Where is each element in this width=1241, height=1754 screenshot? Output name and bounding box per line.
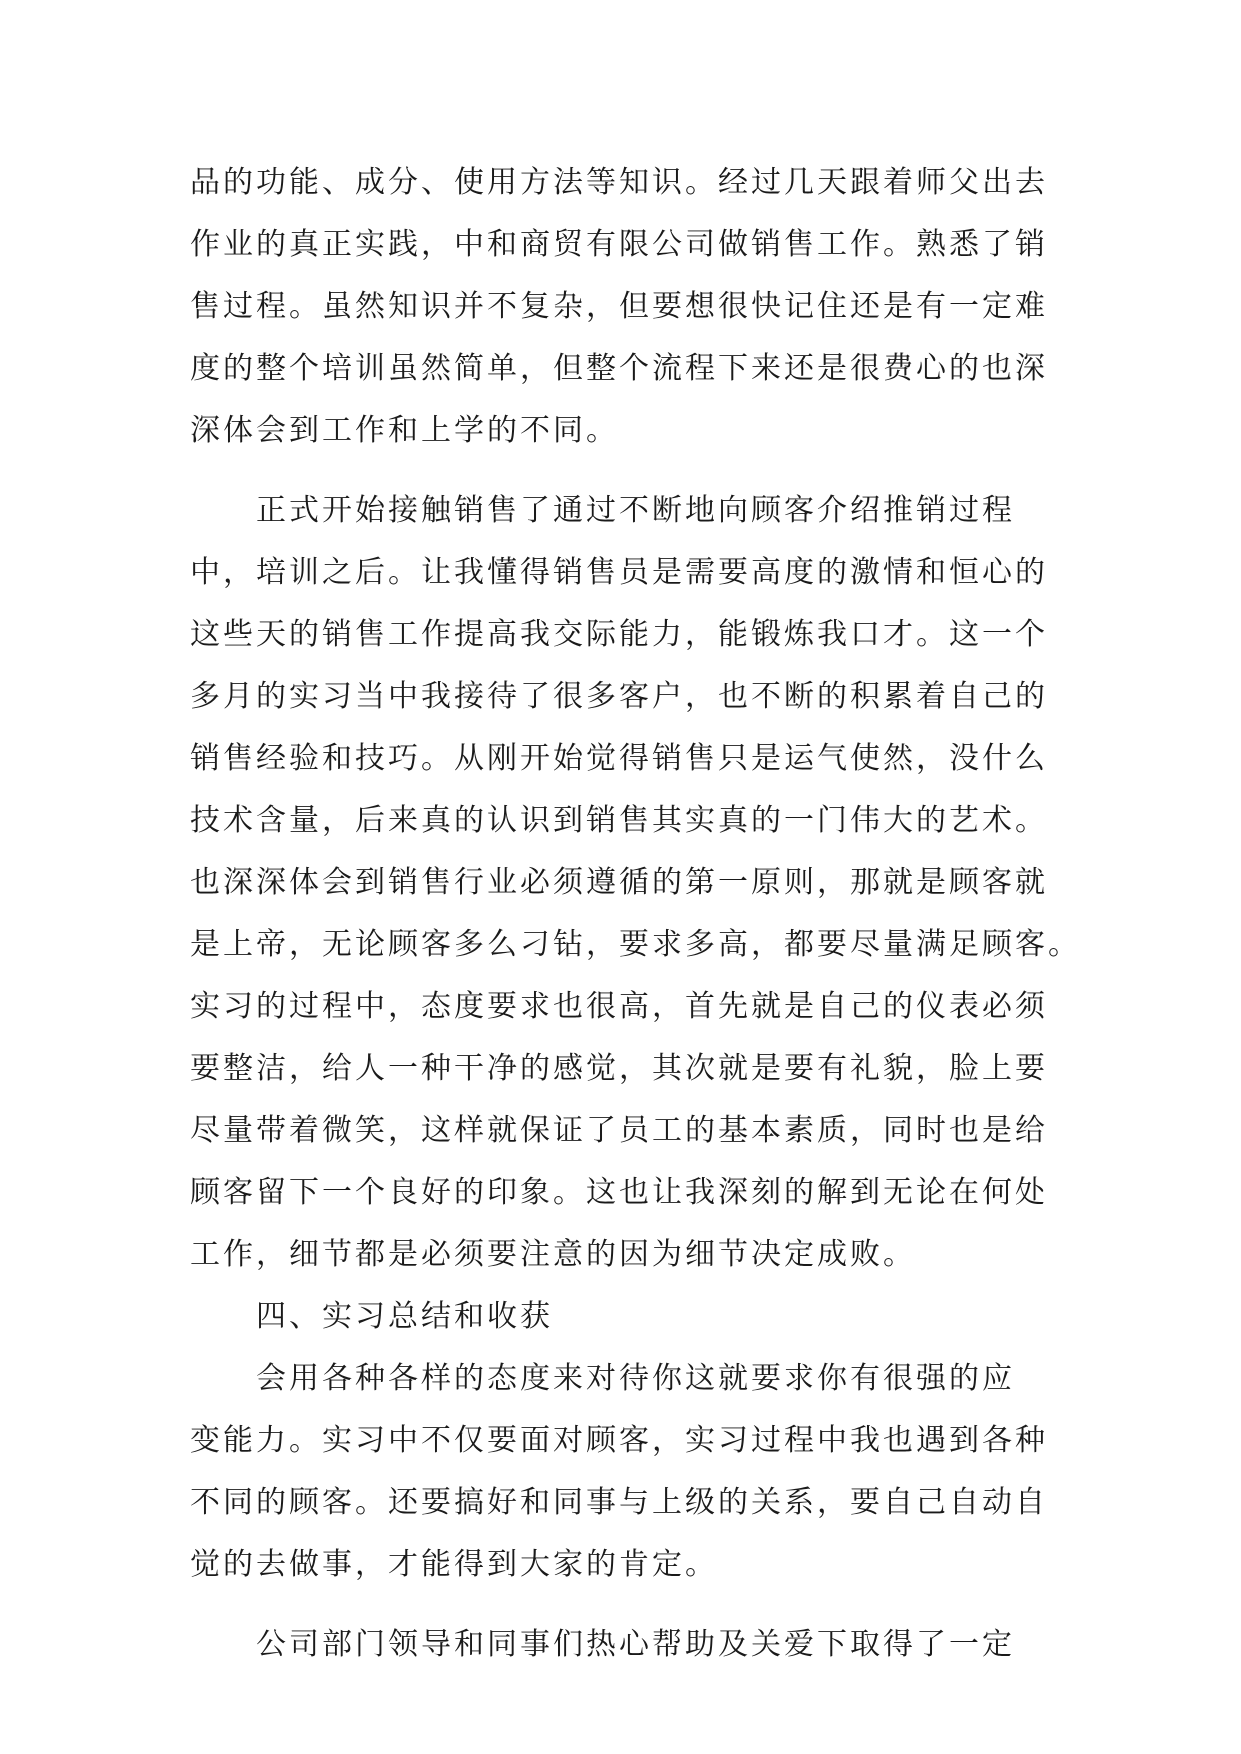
text-line: 尽量带着微笑，这样就保证了员工的基本素质，同时也是给 xyxy=(190,1113,1048,1148)
paragraph-1 xyxy=(190,152,1070,462)
text-line: 中，培训之后。让我懂得销售员是需要高度的激情和恒心的 xyxy=(190,555,1048,590)
text-line: 技术含量，后来真的认识到销售其实真的一门伟大的艺术。 xyxy=(190,803,1048,838)
text-line: 公司部门领导和同事们热心帮助及关爱下取得了一定 xyxy=(190,1627,1015,1662)
text-line: 不同的顾客。还要搞好和同事与上级的关系，要自己自动自 xyxy=(190,1485,1048,1520)
paragraph-gap xyxy=(190,462,1070,480)
text-line: 作业的真正实践，中和商贸有限公司做销售工作。熟悉了销 xyxy=(190,227,1048,262)
text-line: 工作，细节都是必须要注意的因为细节决定成败。 xyxy=(190,1237,916,1272)
text-line: 销售经验和技巧。从刚开始觉得销售只是运气使然，没什么 xyxy=(190,741,1048,776)
text-line: 顾客留下一个良好的印象。这也让我深刻的解到无论在何处 xyxy=(190,1175,1048,1210)
text-line: 深体会到工作和上学的不同。 xyxy=(190,413,619,448)
paragraph-2 xyxy=(190,480,1081,1286)
paragraph-4 xyxy=(190,1614,1070,1676)
text-line: 售过程。虽然知识并不复杂，但要想很快记住还是有一定难 xyxy=(190,289,1048,324)
text-line: 正式开始接触销售了通过不断地向顾客介绍推销过程 xyxy=(190,493,1015,528)
text-line: 变能力。实习中不仅要面对顾客，实习过程中我也遇到各种 xyxy=(190,1423,1048,1458)
text-line: 是上帝，无论顾客多么刁钻，要求多高，都要尽量满足顾客。 xyxy=(190,927,1081,962)
text-line: 度的整个培训虽然简单，但整个流程下来还是很费心的也深 xyxy=(190,351,1048,386)
text-line: 多月的实习当中我接待了很多客户，也不断的积累着自己的 xyxy=(190,679,1048,714)
heading-line: 四、实习总结和收获 xyxy=(190,1299,553,1334)
text-line: 觉的去做事，才能得到大家的肯定。 xyxy=(190,1547,718,1582)
paragraph-gap xyxy=(190,1596,1070,1614)
text-line: 会用各种各样的态度来对待你这就要求你有很强的应 xyxy=(190,1361,1015,1396)
text-line: 这些天的销售工作提高我交际能力，能锻炼我口才。这一个 xyxy=(190,617,1048,652)
text-line: 也深深体会到销售行业必须遵循的第一原则，那就是顾客就 xyxy=(190,865,1048,900)
body-text xyxy=(190,152,1081,1676)
section-heading xyxy=(190,1286,1070,1348)
text-line: 品的功能、成分、使用方法等知识。经过几天跟着师父出去 xyxy=(190,165,1048,200)
text-line: 实习的过程中，态度要求也很高，首先就是自己的仪表必须 xyxy=(190,989,1048,1024)
text-line: 要整洁，给人一种干净的感觉，其次就是要有礼貌，脸上要 xyxy=(190,1051,1048,1086)
paragraph-3 xyxy=(190,1348,1070,1596)
